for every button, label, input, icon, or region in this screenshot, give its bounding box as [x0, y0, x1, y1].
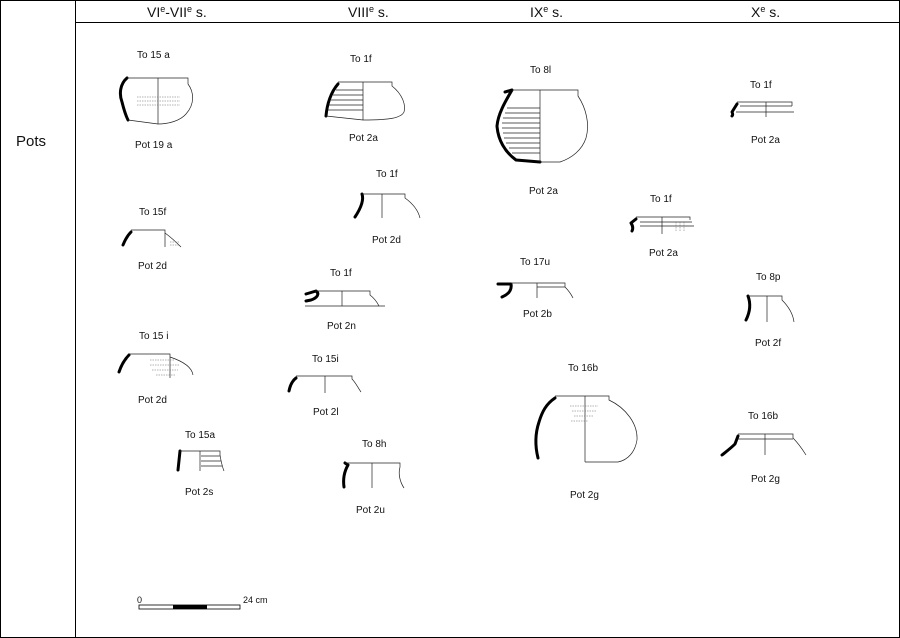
vessel-code-label: Pot 2u — [356, 505, 385, 516]
vessel-code-label: Pot 2a — [649, 248, 678, 259]
vessel-code-label: Pot 2n — [327, 321, 356, 332]
vessel-outline — [129, 354, 193, 378]
vessel-type-label: To 17u — [520, 257, 551, 268]
vessel-type-label: To 16b — [568, 363, 599, 374]
vessel-code-label: Pot 2a — [349, 133, 378, 144]
vessel-code-label: Pot 2d — [138, 261, 167, 272]
vessel-profile — [306, 291, 318, 301]
vessel-code-label: Pot 2l — [313, 407, 339, 418]
vessel-code-label: Pot 2s — [185, 487, 214, 498]
vessel-profile — [123, 232, 131, 245]
vessel-type-label: To 8h — [362, 439, 387, 450]
vessel-outline — [748, 296, 794, 322]
scale-bar-filled-segment — [173, 605, 207, 609]
vessel-type-label: To 15 a — [137, 50, 170, 61]
vessel-profile — [119, 355, 129, 372]
table-grid — [1, 0, 900, 638]
vessel-to-15a-2 — [178, 430, 224, 498]
vessel-to-8p — [746, 272, 794, 349]
vessel-type-label: To 15 i — [139, 331, 169, 342]
vessel-type-label: To 1f — [750, 80, 772, 91]
vessel-outline — [511, 283, 573, 298]
vessel-outline — [636, 217, 694, 234]
vessel-to-16b — [536, 363, 637, 501]
scale-bar-start-label: 0 — [137, 595, 143, 605]
column-header-6-7th-century: VIe-VIIe s. — [147, 4, 207, 20]
vessel-profile — [732, 104, 737, 116]
vessel-outline — [736, 102, 794, 117]
vessel-profile — [722, 436, 738, 455]
vessel-outline — [296, 376, 361, 393]
vessel-to-1f-2 — [355, 169, 420, 246]
vessel-type-label: To 1f — [376, 169, 398, 180]
vessel-profile — [344, 463, 348, 487]
vessel-code-label: Pot 2d — [372, 235, 401, 246]
column-header-10th-century: Xe s. — [751, 4, 781, 20]
vessel-type-label: To 16b — [748, 411, 779, 422]
scale-bar — [137, 595, 268, 609]
vessel-type-label: To 15i — [312, 354, 339, 365]
vessel-outline — [326, 82, 405, 120]
vessel-code-label: Pot 2b — [523, 309, 552, 320]
vessel-to-8h — [344, 439, 404, 516]
vessel-code-label: Pot 2g — [751, 474, 780, 485]
vessel-decoration — [676, 222, 684, 232]
vessel-to-15a — [120, 50, 192, 151]
vessel-to-15i — [119, 331, 193, 406]
vessel-code-label: Pot 2a — [751, 135, 780, 146]
vessel-code-label: Pot 2f — [755, 338, 782, 349]
vessel-to-17u — [498, 257, 573, 320]
vessel-profile — [631, 219, 636, 231]
vessel-to-1f-4 — [631, 194, 694, 259]
vessel-outline — [512, 90, 588, 162]
vessel-outline — [738, 434, 806, 455]
vessel-type-label: To 15a — [185, 430, 216, 441]
row-label-pots: Pots — [16, 133, 47, 150]
vessel-profile — [497, 90, 540, 162]
vessel-decoration — [150, 360, 180, 375]
vessel-outline — [131, 230, 181, 247]
vessel-profile — [746, 296, 750, 320]
vessel-decoration — [570, 406, 598, 421]
vessel-to-1f — [326, 54, 405, 144]
vessel-profile — [536, 398, 555, 458]
column-header-8th-century: VIIIe s. — [348, 4, 389, 20]
vessel-decoration — [502, 108, 540, 153]
vessel-profile — [355, 194, 363, 217]
vessel-to-1f-3 — [305, 268, 385, 332]
scale-bar-end-label: 24 cm — [243, 595, 268, 605]
vessel-to-15f — [123, 207, 181, 272]
vessel-profile — [120, 78, 128, 120]
vessel-code-label: Pot 2g — [570, 490, 599, 501]
vessel-profile — [498, 284, 511, 297]
vessel-profile — [289, 378, 296, 391]
vessel-type-label: To 1f — [350, 54, 372, 65]
vessel-type-label: To 1f — [650, 194, 672, 205]
vessel-type-label: To 8l — [530, 65, 552, 76]
vessel-outline — [362, 194, 420, 218]
vessel-to-15i-2 — [289, 354, 361, 418]
vessel-outline — [345, 463, 404, 488]
column-header-9th-century: IXe s. — [530, 4, 564, 20]
vessel-type-label: To 8p — [756, 272, 781, 283]
vessel-to-8l — [497, 65, 588, 197]
vessel-to-1f-5 — [732, 80, 794, 146]
vessel-code-label: Pot 2d — [138, 395, 167, 406]
vessel-decoration — [137, 97, 180, 105]
vessel-code-label: Pot 19 a — [135, 140, 173, 151]
vessel-code-label: Pot 2a — [529, 186, 558, 197]
vessel-type-label: To 15f — [139, 207, 167, 218]
vessel-to-16b-2 — [722, 411, 806, 485]
vessel-outline — [180, 451, 224, 471]
vessel-profile — [178, 451, 180, 470]
vessel-type-label: To 1f — [330, 268, 352, 279]
